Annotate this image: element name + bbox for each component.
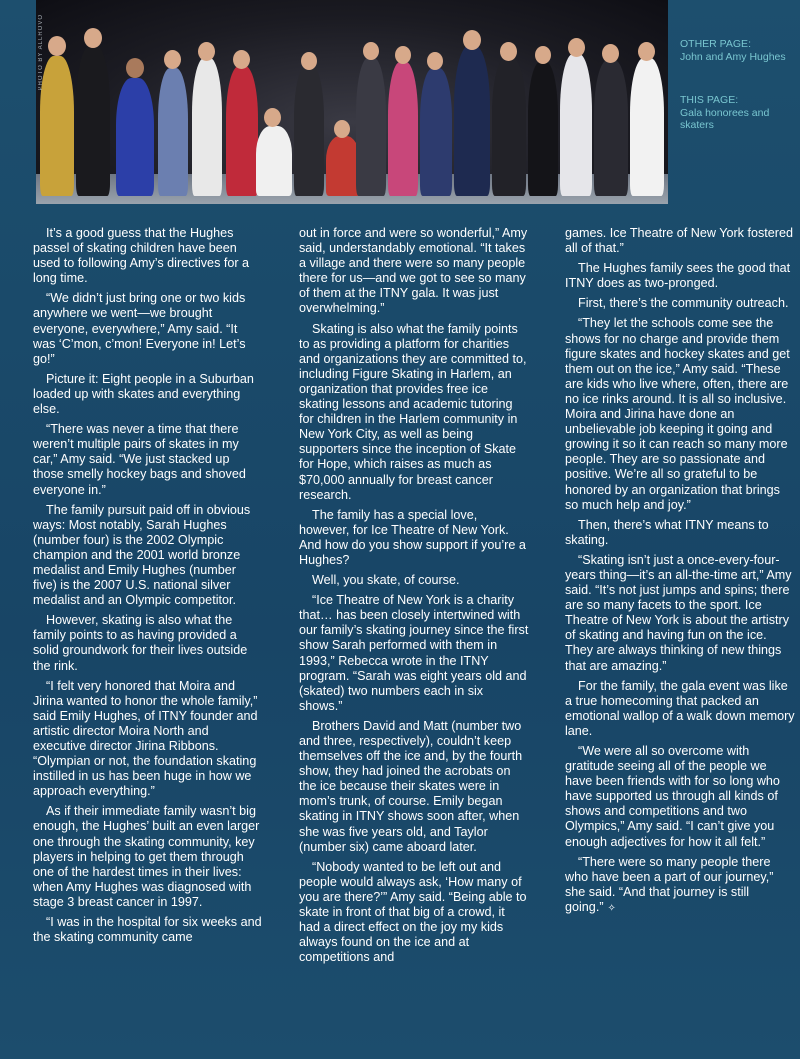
article-column-3 [565, 226, 795, 921]
paragraph: The family pursuit paid off in obvious ways: Most notably, Sarah Hughes (number four) is the 2002 Olympic champion and the 2001 world bronze medalist and Emily Hughes (number five) is the 2007 U.S. national silver medalist and an Olympic competitor. [33, 502, 251, 608]
paragraph: For the family, the gala event was like a true homecoming that packed an emotional wallop of a walk down memory lane. [565, 678, 795, 738]
skater-figure [388, 62, 418, 196]
paragraph: “There was never a time that there weren’t multiple pairs of skates in my car,” Amy said. “We just stacked up those smelly hockey bags and shoved everyone in.” [33, 422, 246, 497]
skater-figure [192, 58, 222, 196]
caption-label: OTHER PAGE: [680, 38, 751, 50]
skater-figure [116, 78, 154, 196]
skater-figure [420, 68, 452, 196]
kneeling-figure [326, 136, 360, 196]
paragraph: As if their immediate family wasn’t big enough, the Hughes’ built an even larger one through the skating community, key players in helping to get them through one of the hardest times in their lives: when Amy Hughes was diagnosed with stage 3 breast cancer in 1997. [33, 804, 260, 909]
skater-figure [158, 68, 188, 196]
skater-figure [630, 58, 664, 196]
paragraph: First, there’s the community outreach. [578, 296, 789, 311]
skater-figure [356, 58, 386, 196]
skater-head [568, 38, 585, 57]
paragraph-continued: out in force and were so wonderful,” Amy said, understandably emotional. “It takes a village and there were so many people there for us—and we got to see so many of them at the ITNY gala. It was just overwhelming.” [299, 226, 528, 316]
paragraph: Picture it: Eight people in a Suburban loaded up with skates and everything else. [33, 371, 254, 417]
skater-head [363, 42, 379, 60]
caption-text: Gala honorees and skaters [680, 106, 770, 131]
photo-credit: PHOTO BY ALLROVO [38, 14, 44, 91]
paragraph: “Ice Theatre of New York is a charity that… has been closely intertwined with our family’s skating journey since the first show Sarah performed with them in 1993,” Rebecca wrote in the ITNY program. “Sarah was eight years old and (skated) two numbers each in six shows.” [299, 593, 529, 713]
paragraph: “I was in the hospital for six weeks and the skating community came [33, 915, 262, 945]
article-column-2 [299, 226, 529, 970]
paragraph: Well, you skate, of course. [312, 573, 460, 588]
paragraph: Skating is also what the family points to as providing a platform for charities and organizations they are committed to, including Figure Skating in Harlem, an organization that provides free ice skating lessons and academic tutoring for children in the Harlem community in New York City, as well as being supporters since the inception of Skate for Hope, which raises as much as $70,000 annually for breast cancer research. [299, 321, 527, 502]
paragraph: “I felt very honored that Moira and Jirina wanted to honor the whole family,” said Emily Hughes, of ITNY founder and artistic director Moira North and executive director Jirina Ribbons. “Olympian or not, the foundation skating instilled in us has been huge in how we approach everything.” [33, 678, 258, 799]
skater-head [463, 30, 481, 50]
kneeling-figure [256, 126, 292, 196]
caption-other-page [680, 38, 790, 63]
skater-head [301, 52, 317, 70]
skater-head [233, 50, 250, 69]
paragraph: However, skating is also what the family points to as having provided a solid groundwork for their lives outside the rink. [33, 613, 248, 673]
skater-figure [40, 56, 74, 196]
caption-label: THIS PAGE: [680, 94, 739, 106]
skater-head [264, 108, 281, 127]
caption-this-page [680, 94, 790, 132]
skater-figure [294, 66, 324, 196]
paragraph: “We were all so overcome with gratitude seeing all of the people we have been friends with for so long who have supported us through all kinds of shows and competitions and two Olympics,” Amy said. “I can’t give you enough adjectives for how it all felt.” [565, 744, 780, 849]
skater-head [638, 42, 655, 61]
skater-figure [76, 46, 110, 196]
paragraph: “We didn’t just bring one or two kids anywhere we went—we brought everyone, everywhere,” Amy said. “It was ‘C’mon, c’mon! Everyone in! Let’s go!” [33, 291, 246, 366]
skater-head [500, 42, 517, 61]
paragraph: “Nobody wanted to be left out and people would always ask, ‘How many of you are there?’” Amy said. “Being able to skate in front of that big of a crowd, it had a direct effect on the joy my kids always found on the ice and at competitions and [299, 859, 527, 965]
paragraph: “Skating isn’t just a once-every-four-years thing—it’s an all-the-time art,” Amy said. “It’s not just jumps and spins; there are so many facets to the sport. Ice Theatre of New York is about the artistry of skating and having fun on the ice. They are always thinking of new things that are amazing.” [565, 552, 792, 673]
skater-figure [454, 46, 490, 196]
caption-text: John and Amy Hughes [680, 50, 786, 63]
article-column-1 [33, 226, 263, 950]
skater-head [126, 58, 144, 78]
paragraph: Then, there’s what ITNY means to skating. [565, 517, 769, 547]
skater-head [84, 28, 102, 48]
group-photo [36, 0, 668, 204]
paragraph: “They let the schools come see the shows for no charge and provide them figure skates and hockey skates and get them out on the ice,” Amy said. “These are kids who live where, often, there are no ice rinks around. It is all so inclusive. Moira and Jirina have done an unbelievable job keeping it going and growing it so it can reach so many more people. They are so passionate and positive. We’re all so grateful to be honored by an organization that brings so much help and joy.” [565, 316, 790, 512]
skater-head [427, 52, 443, 70]
paragraph: It’s a good guess that the Hughes passel of skating children have been used to following Amy’s directives for a long time. [33, 226, 250, 286]
paragraph-continued: games. Ice Theatre of New York fostered all of that.” [565, 226, 793, 256]
final-paragraph-text: “There were so many people there who have been a part of our journey,” she said. “And that journey is still going.” [565, 854, 774, 914]
skater-figure [528, 62, 558, 196]
skater-head [164, 50, 181, 69]
skater-figure [594, 60, 628, 196]
skater-head [395, 46, 411, 64]
skater-figure [560, 54, 592, 196]
paragraph [565, 855, 795, 916]
end-mark-icon: ✧ [607, 902, 616, 914]
skater-figure [226, 66, 258, 196]
skater-head [198, 42, 215, 61]
skater-head [48, 36, 66, 56]
paragraph: The family has a special love, however, for Ice Theatre of New York. And how do you show support if you’re a Hughes? [299, 507, 526, 567]
skater-figure [492, 58, 526, 196]
paragraph: Brothers David and Matt (number two and three, respectively), couldn’t keep themselves off the ice and, by the fourth show, they had joined the acrobats on the ice because their skates were in mom’s trunk, of course. Emily began skating in ITNY shows soon after, when she was five years old, and Taylor (number six) came aboard later. [299, 718, 523, 854]
paragraph: The Hughes family sees the good that ITNY does as two-pronged. [565, 261, 791, 291]
skater-head [535, 46, 551, 64]
skater-head [602, 44, 619, 63]
skater-head [334, 120, 350, 138]
